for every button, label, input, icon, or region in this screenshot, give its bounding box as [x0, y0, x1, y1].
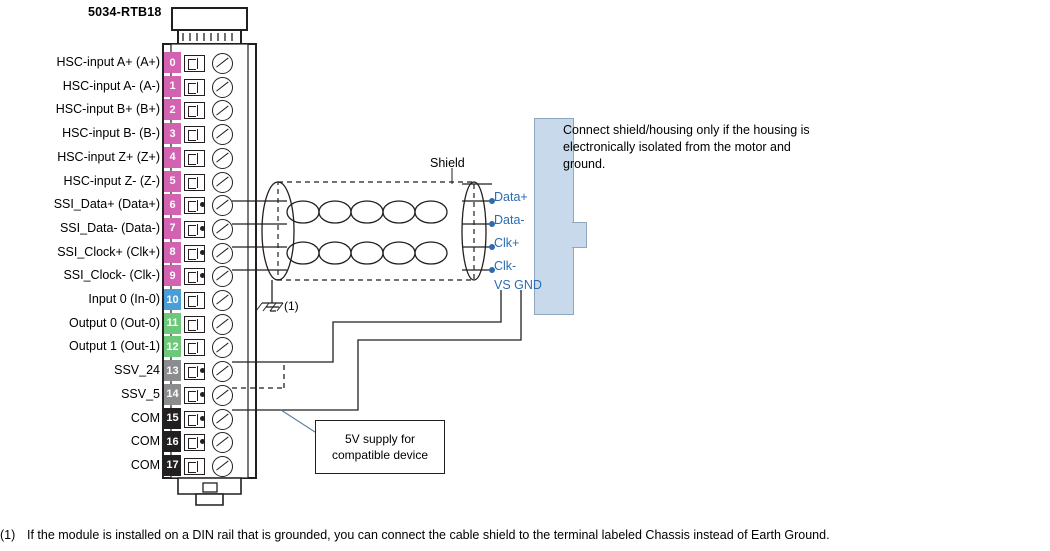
terminal-number-4: 4	[164, 147, 181, 168]
module-title: 5034-RTB18	[88, 5, 162, 19]
terminal-screw-4	[212, 148, 233, 169]
device-pin-label-4: VS GND	[494, 278, 542, 292]
footnote-number: (1)	[0, 528, 16, 542]
terminal-number-7: 7	[164, 218, 181, 239]
terminal-clamp-1	[184, 79, 205, 96]
terminal-number-2: 2	[164, 99, 181, 120]
terminal-clamp-5	[184, 174, 205, 191]
terminal-wire-dot-8	[200, 250, 205, 255]
terminal-clamp-10	[184, 292, 205, 309]
terminal-screw-15	[212, 409, 233, 430]
terminal-clamp-11	[184, 316, 205, 333]
terminal-label-8: SSI_Clock+ (Clk+)	[57, 244, 160, 259]
terminal-label-0: HSC-input A+ (A+)	[56, 55, 160, 69]
terminal-screw-3	[212, 124, 233, 145]
ssi-device-tab	[572, 222, 587, 248]
terminal-label-5: HSC-input Z- (Z-)	[63, 173, 160, 188]
shield-housing-note: Connect shield/housing only if the housing is electronically isolated from the motor and ground.	[563, 123, 810, 171]
terminal-number-15: 15	[164, 408, 181, 429]
device-pin-label-2: Clk+	[494, 236, 520, 250]
terminal-label-12: Output 1 (Out-1)	[68, 339, 160, 354]
terminal-number-9: 9	[164, 265, 181, 286]
terminal-label-17: COM	[130, 457, 160, 472]
terminal-screw-14	[212, 385, 233, 406]
supply-callout-box	[315, 420, 445, 474]
terminal-screw-17	[212, 456, 233, 477]
terminal-clamp-12	[184, 339, 205, 356]
shield-label: Shield	[430, 156, 465, 170]
terminal-number-16: 16	[164, 431, 181, 452]
device-pin-label-3: Clk-	[494, 259, 517, 273]
terminal-label-16: COM	[130, 434, 160, 449]
supply-callout-text: 5V supply for compatible device	[331, 432, 429, 462]
terminal-number-13: 13	[164, 360, 181, 381]
terminal-number-6: 6	[164, 194, 181, 215]
terminal-screw-0	[212, 53, 233, 74]
terminal-number-14: 14	[164, 384, 181, 405]
terminal-clamp-0	[184, 55, 205, 72]
terminal-label-13: SSV_24	[114, 363, 160, 378]
terminal-label-1: HSC-input A- (A-)	[62, 78, 160, 93]
terminal-number-10: 10	[164, 289, 181, 310]
terminal-number-5: 5	[164, 171, 181, 192]
terminal-number-0: 0	[164, 52, 181, 73]
terminal-screw-10	[212, 290, 233, 311]
device-pin-label-0: Data+	[494, 190, 528, 204]
terminal-screw-7	[212, 219, 233, 240]
terminal-wire-dot-15	[200, 416, 205, 421]
terminal-screw-5	[212, 172, 233, 193]
terminal-clamp-3	[184, 126, 205, 143]
terminal-label-4: HSC-input Z+ (Z+)	[57, 149, 160, 164]
terminal-number-3: 3	[164, 123, 181, 144]
terminal-label-2: HSC-input B+ (B+)	[55, 102, 160, 117]
terminal-clamp-2	[184, 102, 205, 119]
terminal-number-1: 1	[164, 76, 181, 97]
terminal-number-12: 12	[164, 336, 181, 357]
terminal-label-15: COM	[130, 410, 160, 425]
terminal-screw-11	[212, 314, 233, 335]
terminal-label-9: SSI_Clock- (Clk-)	[63, 268, 160, 283]
terminal-clamp-17	[184, 458, 205, 475]
terminal-label-6: SSI_Data+ (Data+)	[53, 197, 160, 212]
terminal-number-11: 11	[164, 313, 181, 334]
terminal-screw-13	[212, 361, 233, 382]
earth-ground-footnote-ref: (1)	[284, 299, 299, 313]
terminal-label-7: SSI_Data- (Data-)	[59, 220, 160, 235]
terminal-label-14: SSV_5	[121, 386, 160, 401]
footnote-text: If the module is installed on a DIN rail that is grounded, you can connect the cable shield to the terminal labeled Chassis instead of Earth Ground.	[27, 528, 830, 542]
device-pin-label-1: Data-	[494, 213, 525, 227]
terminal-wire-dot-14	[200, 392, 205, 397]
terminal-number-17: 17	[164, 455, 181, 476]
terminal-screw-8	[212, 243, 233, 264]
terminal-screw-1	[212, 77, 233, 98]
terminal-label-10: Input 0 (In-0)	[88, 292, 160, 306]
terminal-number-8: 8	[164, 242, 181, 263]
terminal-label-11: Output 0 (Out-0)	[68, 315, 160, 330]
terminal-wire-dot-7	[200, 226, 205, 231]
terminal-label-3: HSC-input B- (B-)	[62, 126, 160, 141]
terminal-clamp-4	[184, 150, 205, 167]
